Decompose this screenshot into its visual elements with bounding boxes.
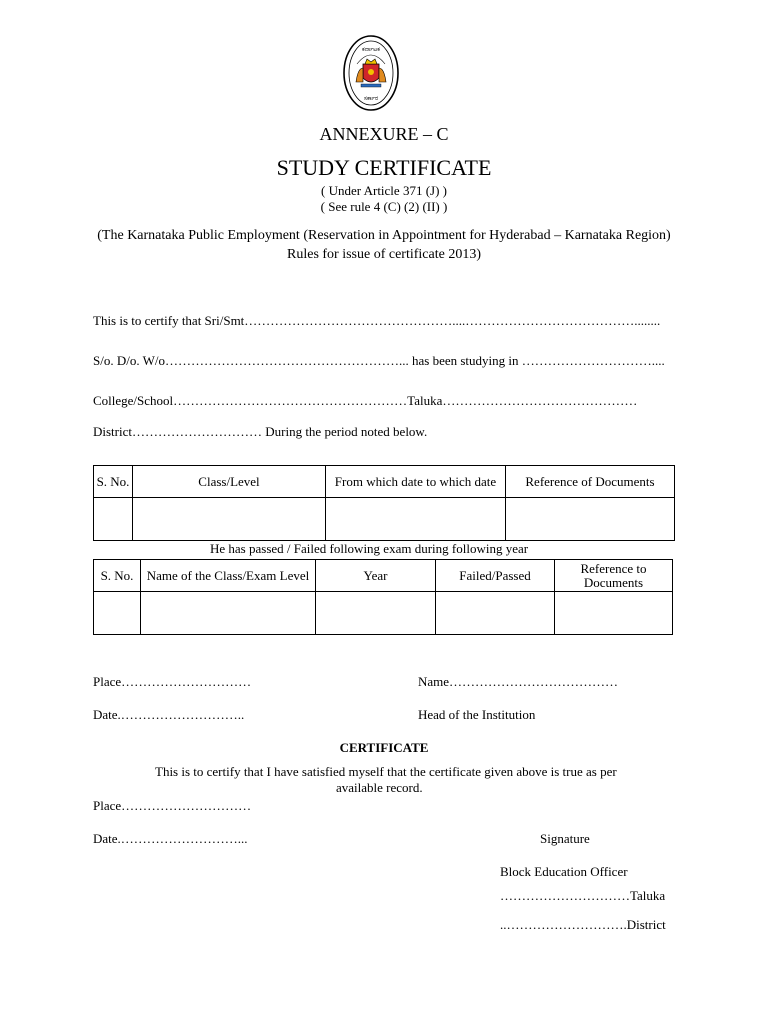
date-field: Date.………………………..: [93, 707, 245, 722]
head-of-institution-label: Head of the Institution: [418, 707, 536, 722]
officer-taluka-field: …………………………Taluka: [500, 888, 666, 903]
table-cell: [506, 498, 675, 541]
certificate-place-field: Place…………………………: [93, 798, 252, 813]
table-cell: [326, 498, 506, 541]
document-title: STUDY CERTIFICATE: [276, 155, 492, 180]
col-header-reference: Reference to Documents: [555, 560, 673, 592]
rule-reference: ( See rule 4 (C) (2) (II) ): [320, 199, 448, 214]
district-field: District………………………… During the period noted below.: [93, 424, 428, 439]
table-cell: [316, 592, 436, 635]
col-header-failed-passed: Failed/Passed: [436, 560, 555, 592]
col-header-exam-level: Name of the Class/Exam Level: [141, 560, 316, 592]
karnataka-emblem-seal: [343, 34, 399, 112]
table-cell: [436, 592, 555, 635]
block-education-officer-label: Block Education Officer: [500, 864, 628, 879]
col-header-sno: S. No.: [94, 560, 141, 592]
officer-district-field: ..……………………….District: [500, 917, 666, 932]
certificate-heading: CERTIFICATE: [339, 740, 429, 755]
certificate-date-field: Date.………………………...: [93, 831, 248, 846]
table-row: [94, 592, 673, 635]
col-header-sno: S. No.: [94, 466, 133, 498]
col-header-date-range: From which date to which date: [326, 466, 506, 498]
college-taluka-field: College/School………………………………………………Taluka………………………………………: [93, 393, 638, 408]
table-cell: [133, 498, 326, 541]
table-cell: [94, 498, 133, 541]
emblem-bottom-text: ಸರ್ಕಾರ: [363, 95, 379, 102]
study-period-table: [93, 465, 675, 541]
table-header-row: [94, 560, 673, 592]
table-cell: [94, 592, 141, 635]
table-header-row: [94, 466, 675, 498]
place-field: Place…………………………: [93, 674, 252, 689]
table-cell: [141, 592, 316, 635]
article-reference: ( Under Article 371 (J) ): [321, 183, 447, 198]
exam-results-table: [93, 559, 673, 635]
annexure-label: ANNEXURE – C: [319, 124, 449, 144]
table-cell: [555, 592, 673, 635]
exam-table-caption: He has passed / Failed following exam during following year: [210, 541, 529, 556]
certificate-statement-line-2: available record.: [336, 780, 423, 795]
col-header-class-level: Class/Level: [133, 466, 326, 498]
name-field: Name…………………………………: [418, 674, 619, 689]
table-row: [94, 498, 675, 541]
signature-label: Signature: [540, 831, 590, 846]
act-line-2: Rules for issue of certificate 2013): [287, 247, 481, 262]
col-header-reference: Reference of Documents: [506, 466, 675, 498]
certificate-statement-line-1: This is to certify that I have satisfied myself that the certificate given above is true as per: [155, 764, 617, 779]
emblem-top-text: ಕರ್ನಾಟಕ: [362, 46, 380, 53]
parent-field: S/o. D/o. W/o………………………………………………... has been studying in …………………………....: [93, 353, 665, 368]
act-line-1: (The Karnataka Public Employment (Reservation in Appointment for Hyderabad – Karnataka Region): [97, 228, 671, 243]
col-header-year: Year: [316, 560, 436, 592]
certify-name-field: This is to certify that Sri/Smt…………………………………………....…………………………………........: [93, 313, 661, 328]
